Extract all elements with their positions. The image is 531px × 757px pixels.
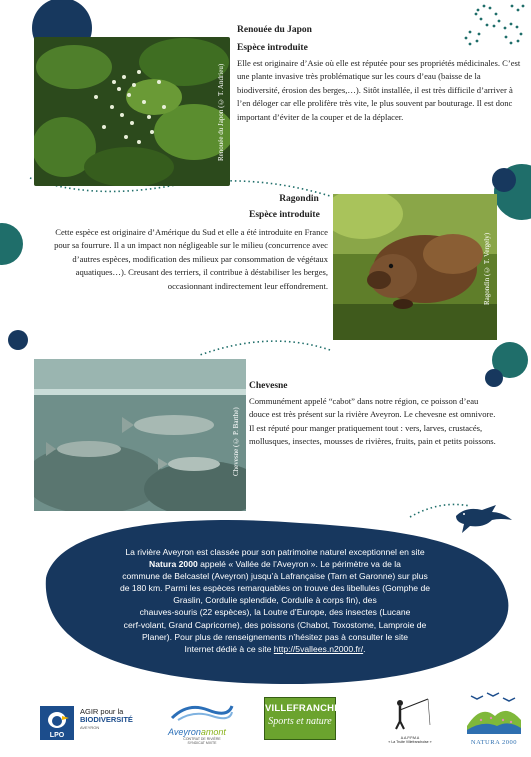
villefranche-logo xyxy=(264,697,341,740)
fisherman-icon xyxy=(380,695,440,731)
banner-line-9-text: Internet dédié à ce site xyxy=(184,643,274,654)
ragondin-text: Cette espèce est originaire d’Amérique du Sud et elle a été introduite en France pour sa fourrure. Il a un impact non négligeable sur le milieu (concurrence avec d’autres espèces, modification des milieux par consommation de végétaux aquatiques…). Creusant des terriers, il contribue à déstabiliser les berges, occasionnant indirectement leur effondrement. xyxy=(54,227,328,291)
lpo-logo xyxy=(40,706,74,740)
aveyron-label-b: amont xyxy=(200,727,226,737)
ragondin-photo-credit: Ragondin (© T. Vergely) xyxy=(483,232,491,305)
natura-2000-logo xyxy=(463,690,525,746)
lpo-label: LPO xyxy=(49,732,65,739)
aappma-logo xyxy=(380,695,440,745)
agir-line-2: BIODIVERSITÉ xyxy=(80,715,133,724)
agir-line-3: AVEYRON xyxy=(80,725,100,730)
aveyron-label-a: Aveyron xyxy=(168,727,201,737)
banner-line-3: commune de Belcastel (Aveyron) jusqu’à Lafrançaise (Tarn et Garonne) sur plus xyxy=(122,571,428,582)
aappma-line-2: « La Truite Villefranchoise » xyxy=(388,740,432,744)
banner-line-2 xyxy=(60,558,490,570)
aveyron-wave-icon xyxy=(168,700,236,722)
renouee-subtitle: Espèce introduite xyxy=(237,43,308,53)
aveyron-sub: CONTRAT DE RIVIÈRE xyxy=(183,737,221,741)
aveyron-amont-logo xyxy=(168,700,236,746)
aveyron-sub2: SYNDICAT MIXTE xyxy=(187,741,217,745)
natura-birds-icon xyxy=(463,690,525,734)
banner-line-7: cerf-volant, Grand Capricorne), des poissons (Chabot, Toxostome, Lamproie de xyxy=(123,619,427,630)
banner-line-9 xyxy=(60,643,490,655)
renouee-title: Renouée du Japon xyxy=(237,25,312,35)
natura-label: NATURA 2000 xyxy=(470,739,518,746)
banner-line-4: de 180 km. Parmi les espèces remarquables on trouve des libellules (Gomphe de xyxy=(119,583,430,594)
banner-line-2-rest: appelé « Vallée de l’Aveyron ». Le périmètre va de la xyxy=(197,559,401,570)
banner-line-1: La rivière Aveyron est classée pour son patrimoine naturel exceptionnel en site xyxy=(125,547,425,557)
ragondin-subtitle: Espèce introduite xyxy=(249,210,320,220)
renouee-photo-credit: Renouée du Japon (© T. Andrieu) xyxy=(217,63,225,162)
agir-biodiversite-logo xyxy=(80,708,133,732)
aappma-line-1: A.A.P.P.M.A xyxy=(400,736,420,740)
lpo-bird-icon xyxy=(40,706,74,732)
banner-line-5: Graslin, Cordulie splendide, Cordulie à corps fin), des xyxy=(173,595,377,606)
banner-line-8: Planer). Pour plus de renseignements n’hésitez pas à consulter le site xyxy=(141,631,409,642)
aveyron-amont-label xyxy=(168,727,236,737)
chevesne-text: Communément appelé “cabot” dans notre région, ce poisson d’eau douce est très présent sur la rivière Aveyron. Le chevesne est omnivore. Il est réputé pour manger pratiquement tout : vers, larves, crustacés, mollusques, insectes, mousses de rivières, fruits, pain et petits poissons. xyxy=(249,396,496,447)
renouee-text: Elle est originaire d’Asie où elle est réputée pour ses propriétés médicinales. C’est une plante invasive très problématique sur les cours d’eau (baisse de la biodiversité, érosion des berges,…). Sitôt installée, il est très difficile d’arriver à l’en déloger car elle prolifère très vite, le plus souvent par bouturage. Il est donc important d’éviter de la couper et de la déplacer. xyxy=(237,58,521,122)
ragondin-title: Ragondin xyxy=(279,194,319,204)
natura-site-link[interactable]: http://5vallees.n2000.fr/ xyxy=(273,643,364,654)
banner-line-6: chauves-souris (22 espèces), la Loutre d’Europe, des insectes (Lucane xyxy=(139,607,411,618)
villefranche-line-2: Sports et nature xyxy=(268,716,332,727)
banner-line-9-end: . xyxy=(363,643,366,654)
banner-natura-bold: Natura 2000 xyxy=(149,559,198,570)
agir-line-1: AGIR pour la xyxy=(80,707,124,716)
chevesne-photo-credit: Chevesne (© P. Barthe) xyxy=(232,407,240,476)
natura-banner-text xyxy=(60,546,490,655)
chevesne-title: Chevesne xyxy=(249,381,288,391)
villefranche-line-1: VILLEFRANCHE xyxy=(265,703,341,714)
